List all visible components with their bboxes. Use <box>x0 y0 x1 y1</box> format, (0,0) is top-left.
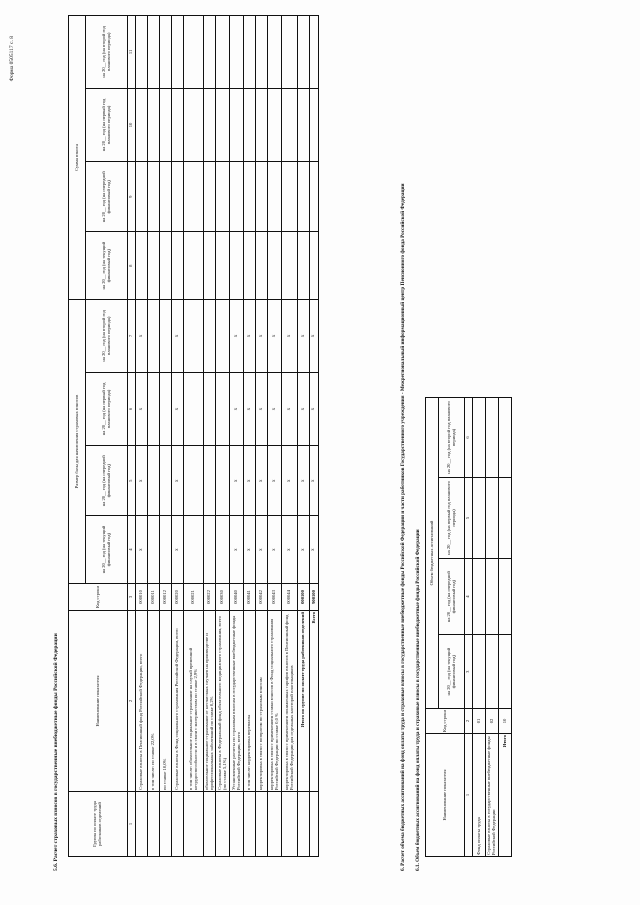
t2-column-number: 2 <box>465 709 473 734</box>
table-row <box>268 16 282 857</box>
base-cell <box>204 446 216 516</box>
t2-column-number: 5 <box>465 478 473 559</box>
sum-cell <box>256 162 268 232</box>
t2-col-header-group: Объем бюджетных ассигнований <box>426 398 439 709</box>
t2-column-number: 1 <box>465 734 473 857</box>
t2-row-name: Фонд оплаты труда <box>473 734 486 857</box>
sum-cell <box>136 16 148 89</box>
sum-cell <box>244 88 256 161</box>
col-header-code: Код строки <box>69 584 128 611</box>
row-name: корректировка в связи с возвратом по страховым взносам <box>256 611 268 792</box>
row-code: 000020 <box>172 584 184 611</box>
sum-cell <box>310 16 319 89</box>
insurance-contributions-table <box>68 15 319 857</box>
section-title: 5.6. Расчет страховых взносов в государственные внебюджетные фонды Российской Федерации <box>53 633 59 871</box>
table-row <box>148 16 160 857</box>
column-number: 5 <box>128 446 136 516</box>
sum-cell <box>160 232 172 300</box>
sum-cell <box>204 232 216 300</box>
row-name: Страховые взносы в Пенсионный фонд Российской Федерации, всего <box>136 611 148 792</box>
row-name: Всего <box>310 611 319 792</box>
base-cell: х <box>268 300 282 373</box>
row-name: Установленные расчеты по страховым взносам в государственные внебюджетные фонды Российской Федерации, всего <box>230 611 244 792</box>
period-header: на 20__ год (на второй год планового периода) <box>86 300 128 373</box>
base-cell: х <box>244 446 256 516</box>
t2-column-number: 3 <box>465 635 473 709</box>
column-number: 9 <box>128 162 136 232</box>
base-cell <box>184 516 204 584</box>
base-cell: х <box>298 516 310 584</box>
sum-cell <box>282 16 298 89</box>
sum-cell <box>160 16 172 89</box>
base-cell: х <box>244 516 256 584</box>
base-cell: х <box>256 300 268 373</box>
group-cell <box>204 792 216 857</box>
base-cell <box>216 446 230 516</box>
t2-period-header: на 20__ год (на второй год планового периода) <box>439 398 465 478</box>
t2-row-code: 10 <box>499 709 512 734</box>
period-header: на 20__ год (на текущий финансовый год) <box>86 516 128 584</box>
base-cell <box>216 300 230 373</box>
column-number: 10 <box>128 88 136 161</box>
t2-value-cell <box>486 558 499 634</box>
t2-value-cell <box>499 558 512 634</box>
sum-cell <box>184 232 204 300</box>
base-cell: х <box>244 372 256 445</box>
sum-cell <box>204 88 216 161</box>
sum-cell <box>204 16 216 89</box>
sum-cell <box>310 162 319 232</box>
base-cell: х <box>244 300 256 373</box>
sum-cell <box>256 16 268 89</box>
group-cell <box>136 792 148 857</box>
base-cell: х <box>298 300 310 373</box>
sum-cell <box>256 88 268 161</box>
t2-column-number: 6 <box>465 398 473 478</box>
base-cell <box>160 446 172 516</box>
sum-cell <box>244 162 256 232</box>
base-cell: х <box>298 446 310 516</box>
group-cell <box>256 792 268 857</box>
base-cell: х <box>310 516 319 584</box>
sum-cell <box>310 232 319 300</box>
table-row <box>298 16 310 857</box>
period-header: на 20__ год (на первый год планового периода) <box>86 372 128 445</box>
base-cell: х <box>136 372 148 445</box>
base-cell: х <box>230 516 244 584</box>
group-cell <box>282 792 298 857</box>
sum-cell <box>216 16 230 89</box>
base-cell: х <box>256 516 268 584</box>
row-name: в том числе: по ставке 22,0% <box>148 611 160 792</box>
t2-value-cell <box>499 398 512 478</box>
table-row <box>244 16 256 857</box>
sum-cell <box>172 16 184 89</box>
t2-value-cell <box>473 398 486 478</box>
row-code: 000012 <box>160 584 172 611</box>
base-cell: х <box>172 300 184 373</box>
sum-cell <box>282 232 298 300</box>
base-cell: х <box>310 372 319 445</box>
sum-cell <box>160 88 172 161</box>
t2-value-cell <box>499 478 512 559</box>
t2-period-header: на 20__ год (на первый год планового периода) <box>439 478 465 559</box>
base-cell <box>184 372 204 445</box>
row-name: корректировка в связи с применением пониженных тарифов взносов в Пенсионный фонд Российской Федерации для отдельных категорий плательщиков <box>282 611 298 792</box>
base-cell <box>160 516 172 584</box>
base-cell: х <box>282 372 298 445</box>
t2-row-name: Итого <box>499 734 512 857</box>
row-code: 000041 <box>244 584 256 611</box>
row-code: 000043 <box>268 584 282 611</box>
base-cell <box>148 372 160 445</box>
base-cell <box>148 446 160 516</box>
row-code: 000022 <box>204 584 216 611</box>
column-number: 3 <box>128 584 136 611</box>
row-code: 000044 <box>282 584 298 611</box>
base-cell <box>184 300 204 373</box>
sum-cell <box>216 162 230 232</box>
group-cell <box>184 792 204 857</box>
base-cell: х <box>268 372 282 445</box>
sum-cell <box>268 232 282 300</box>
sum-cell <box>136 162 148 232</box>
t2-table-row <box>486 398 499 857</box>
row-code: 000011 <box>148 584 160 611</box>
column-number: 7 <box>128 300 136 373</box>
sum-cell <box>148 162 160 232</box>
form-tag: Форма 0505117 с. 8 <box>9 36 15 82</box>
section2-subtitle: 6.1. Объем бюджетных ассигнований на фонд оплаты труда и страховые взносы в государственные внебюджетные фонды Российской Федерации <box>415 529 421 871</box>
period-header: на 20__ год (на очередной финансовый год) <box>86 446 128 516</box>
base-cell <box>148 516 160 584</box>
sum-cell <box>298 16 310 89</box>
sum-cell <box>244 16 256 89</box>
table-row <box>230 16 244 857</box>
base-cell <box>204 300 216 373</box>
sum-cell <box>268 162 282 232</box>
sum-cell <box>148 232 160 300</box>
table-row <box>204 16 216 857</box>
table-row <box>136 16 148 857</box>
base-cell: х <box>136 300 148 373</box>
base-cell <box>160 372 172 445</box>
base-cell: х <box>136 446 148 516</box>
sum-cell <box>230 16 244 89</box>
table-row <box>160 16 172 857</box>
group-cell <box>244 792 256 857</box>
sum-cell <box>298 88 310 161</box>
group-cell <box>160 792 172 857</box>
base-cell: х <box>282 446 298 516</box>
t2-value-cell <box>486 635 499 709</box>
base-cell: х <box>256 446 268 516</box>
t2-row-code: 02 <box>486 709 499 734</box>
table-row <box>184 16 204 857</box>
base-cell <box>216 372 230 445</box>
base-cell: х <box>310 300 319 373</box>
row-code: 000030 <box>216 584 230 611</box>
column-number: 6 <box>128 372 136 445</box>
base-cell <box>216 516 230 584</box>
t2-value-cell <box>486 398 499 478</box>
period-header: на 20__ год (на очередной финансовый год) <box>86 162 128 232</box>
t2-column-number: 4 <box>465 558 473 634</box>
row-name: по ставке 10,0% <box>160 611 172 792</box>
base-cell: х <box>268 446 282 516</box>
row-code: 000010 <box>136 584 148 611</box>
sum-cell <box>216 88 230 161</box>
row-code: 000040 <box>230 584 244 611</box>
column-number: 8 <box>128 232 136 300</box>
base-cell: х <box>256 372 268 445</box>
col-header-sum: Сумма взноса <box>69 16 86 300</box>
row-name: корректировка в связи с применением ставки взносов в Фонд социального страхования Российской Федерации по ставке 0,0 % <box>268 611 282 792</box>
sum-cell <box>310 88 319 161</box>
table-row <box>282 16 298 857</box>
sum-cell <box>172 88 184 161</box>
base-cell <box>148 300 160 373</box>
t2-value-cell <box>499 635 512 709</box>
row-code: 900100 <box>310 584 319 611</box>
group-cell <box>148 792 160 857</box>
period-header: на 20__ год (на первый год планового периода) <box>86 88 128 161</box>
table-row <box>256 16 268 857</box>
base-cell: х <box>298 372 310 445</box>
sum-cell <box>136 232 148 300</box>
sum-cell <box>184 88 204 161</box>
column-number: 11 <box>128 16 136 89</box>
sum-cell <box>268 88 282 161</box>
row-code: 000042 <box>256 584 268 611</box>
base-cell <box>204 516 216 584</box>
base-cell: х <box>230 446 244 516</box>
base-cell: х <box>172 516 184 584</box>
column-number: 4 <box>128 516 136 584</box>
t2-table-row <box>473 398 486 857</box>
group-cell <box>230 792 244 857</box>
row-name: Страховые взносы в Фонд социального страхования Российской Федерации, всего <box>172 611 184 792</box>
base-cell: х <box>172 446 184 516</box>
table-row <box>216 16 230 857</box>
t2-period-header: на 20__ год (на текущий финансовый год) <box>439 635 465 709</box>
sum-cell <box>148 88 160 161</box>
column-number: 2 <box>128 611 136 792</box>
sum-cell <box>244 232 256 300</box>
period-header: на 20__ год (на текущий финансовый год) <box>86 232 128 300</box>
base-cell: х <box>230 372 244 445</box>
group-cell <box>268 792 282 857</box>
t2-table-row <box>499 398 512 857</box>
t2-period-header: на 20__ год (на очередной финансовый год) <box>439 558 465 634</box>
section2-title: 6. Расчет объема бюджетных ассигнований на фонд оплаты труда и страховые взносы в государственные внебюджетные фонды Российской Федерации и части работников Государственного учреждения - Межрегиональный информационный центр Пенсионного фонда Российской Федерации <box>400 183 406 871</box>
base-cell: х <box>282 516 298 584</box>
t2-col-header-code: Код строки <box>426 709 465 734</box>
period-header: на 20__ год (на второй год планового периода) <box>86 16 128 89</box>
base-cell <box>184 446 204 516</box>
sum-cell <box>204 162 216 232</box>
base-cell <box>160 300 172 373</box>
base-cell: х <box>310 446 319 516</box>
base-cell: х <box>230 300 244 373</box>
group-cell <box>172 792 184 857</box>
sum-cell <box>298 162 310 232</box>
sum-cell <box>184 16 204 89</box>
row-name: Итого по группе по оплате труда работников отделений <box>298 611 310 792</box>
col-header-group: Группа по оплате труда работников отделений <box>69 792 128 857</box>
sum-cell <box>184 162 204 232</box>
sum-cell <box>172 232 184 300</box>
table-row <box>310 16 319 857</box>
base-cell: х <box>172 372 184 445</box>
group-cell <box>298 792 310 857</box>
t2-value-cell <box>473 635 486 709</box>
base-cell: х <box>282 300 298 373</box>
t2-value-cell <box>486 478 499 559</box>
group-cell <box>310 792 319 857</box>
sum-cell <box>136 88 148 161</box>
row-name: в том числе: обязательное социальное страхование на случай временной нетрудоспособности и в связи с материнством по ставке 2,9% <box>184 611 204 792</box>
t2-value-cell <box>473 478 486 559</box>
t2-col-header-name: Наименование показателя <box>426 734 465 857</box>
base-cell: х <box>136 516 148 584</box>
t2-row-code: 01 <box>473 709 486 734</box>
table-row <box>172 16 184 857</box>
t2-row-name: Страховые взносы в государственные внебюджетные фонды Российской Федерации <box>486 734 499 857</box>
group-cell <box>216 792 230 857</box>
col-header-name: Наименование показателя <box>69 611 128 792</box>
sum-cell <box>298 232 310 300</box>
sum-cell <box>282 162 298 232</box>
sum-cell <box>282 88 298 161</box>
sum-cell <box>160 162 172 232</box>
t2-value-cell <box>473 558 486 634</box>
base-cell: х <box>268 516 282 584</box>
sum-cell <box>230 232 244 300</box>
budget-allocations-table <box>425 397 512 857</box>
sum-cell <box>268 16 282 89</box>
sum-cell <box>230 88 244 161</box>
sum-cell <box>148 16 160 89</box>
sum-cell <box>216 232 230 300</box>
column-number: 1 <box>128 792 136 857</box>
row-name: обязательное социальное страхование от несчастных случаев на производстве и профессиональных заболеваний по ставке 0,2% <box>204 611 216 792</box>
row-code: 000100 <box>298 584 310 611</box>
row-name: Страховые взносы в Федеральный фонд обязательного медицинского страхования, всего (по ставке 5,1%) <box>216 611 230 792</box>
col-header-base: Размер базы для начисления страховых взносов <box>69 300 86 584</box>
row-code: 000021 <box>184 584 204 611</box>
row-name: в том числе: корректировка переплаты <box>244 611 256 792</box>
sum-cell <box>172 162 184 232</box>
sum-cell <box>230 162 244 232</box>
sum-cell <box>256 232 268 300</box>
base-cell <box>204 372 216 445</box>
